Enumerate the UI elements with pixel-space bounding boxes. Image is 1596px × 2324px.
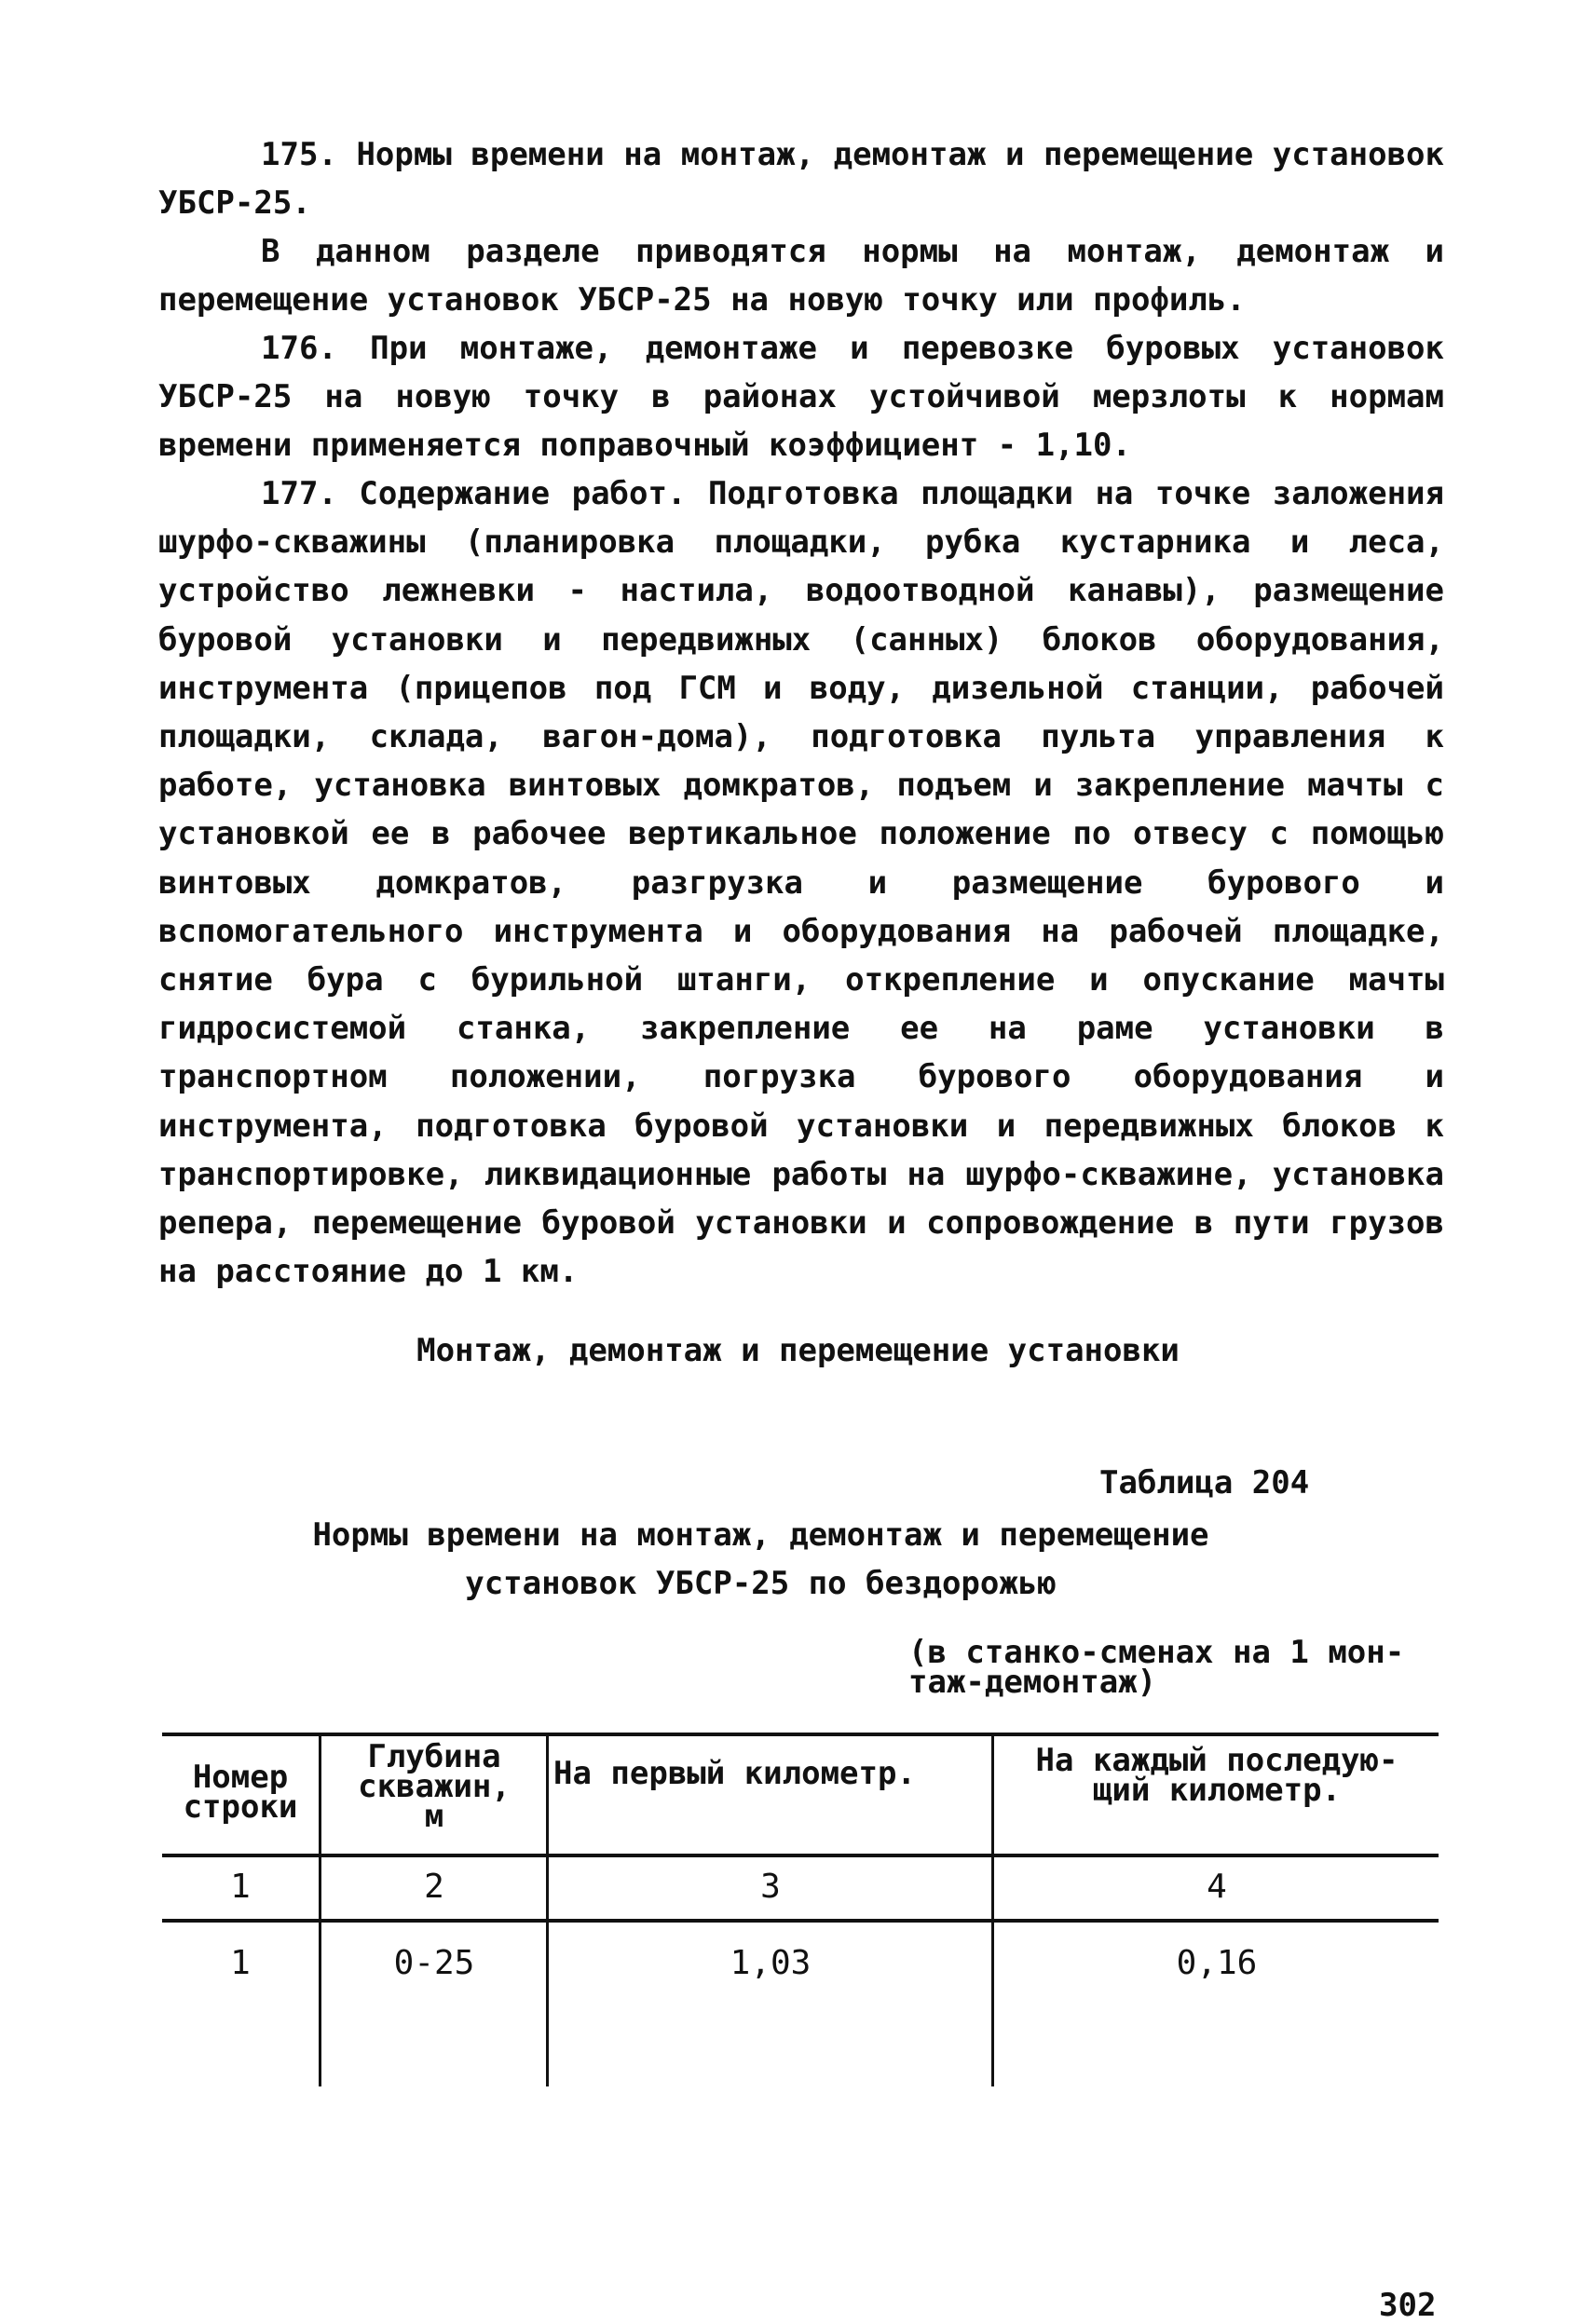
table-top-rule xyxy=(162,1733,1439,1736)
table-title-line1: Нормы времени на монтаж, демонтаж и перемещение xyxy=(312,1516,1209,1554)
table-label: Таблица 204 xyxy=(1099,1464,1310,1502)
table-header-rule xyxy=(162,1854,1439,1857)
paragraph-177: 177. Содержание работ. Подготовка площадки на точке заложения шурфо-скважины (планировка площадки, рубка кустарника и леса, устройство лежневки - настила, водоотводной канавы), размещение буровой установки и передвижных (санных) блоков оборудования, инструмента (прицепов под ГСМ и воду, дизельной станции, рабочей площадки, склада, вагон-дома), подготовка пульта управления к работе, установка винтовых домкратов, подъем и закрепление мачты с установкой ее в рабочее вертикальное положение по отвесу с помощью винтовых домкратов, разгрузка и размещение бурового и вспомогательного инструмента и оборудования на рабочей площадке, снятие бура с бурильной штанги, открепление и опускание мачты гидросистемой станка, закрепление ее на раме установки в транспортном положении, погрузка бурового оборудования и инструмента, подготовка буровой установки и передвижных блоков к транспортировке, ликвидационные работы на шурфо-скважине, установка репера, перемещение буровой установки и сопровождение в пути грузов на расстояние до 1 км. xyxy=(158,475,1444,1291)
paragraph-175: 175. Нормы времени на монтаж, демонтаж и перемещение установок УБСР-25. xyxy=(158,136,1444,223)
header-next-km: На каждый последую- щий километр. xyxy=(1035,1742,1398,1809)
units-line1: (в станко-сменах на 1 мон- xyxy=(908,1634,1405,1671)
colnum-3: 3 xyxy=(760,1868,781,1906)
table-row-1-next-km: 0,16 xyxy=(1176,1944,1258,1982)
units-note xyxy=(908,1634,1449,1701)
paragraph-section-intro: В данном разделе приводятся нормы на монтаж, демонтаж и перемещение установок УБСР-25 на новую точку или профиль. xyxy=(158,233,1444,319)
header-depth: Глубина скважин, м xyxy=(358,1738,511,1835)
units-line2: таж-демонтаж) xyxy=(908,1664,1157,1701)
table-row-1-number: 1 xyxy=(230,1944,251,1982)
colnum-1: 1 xyxy=(230,1868,251,1906)
table-row-1-depth: 0-25 xyxy=(393,1944,475,1982)
paragraph-176: 176. При монтаже, демонтаже и перевозке буровых установок УБСР-25 на новую точку в районах устойчивой мерзлоты к нормам времени применяется поправочный коэффициент - 1,10. xyxy=(158,330,1444,465)
table-colnum-rule xyxy=(162,1919,1439,1923)
table-row-1-first-km: 1,03 xyxy=(730,1944,812,1982)
section-heading: Монтаж, демонтаж и перемещение установки xyxy=(416,1332,1180,1369)
colnum-2: 2 xyxy=(424,1868,444,1906)
colnum-4: 4 xyxy=(1207,1868,1227,1906)
norms-table xyxy=(162,1733,1439,2086)
table-vline-2 xyxy=(546,1733,549,2086)
table-vline-1b xyxy=(319,1854,321,2086)
header-row-number: Номер строки xyxy=(183,1759,298,1826)
table-vline-1 xyxy=(319,1733,321,1854)
header-first-km: На первый километр. xyxy=(553,1755,916,1792)
table-title-line2: установок УБСР-25 по бездорожью xyxy=(465,1565,1057,1602)
page-number: 302 xyxy=(1379,2287,1437,2324)
